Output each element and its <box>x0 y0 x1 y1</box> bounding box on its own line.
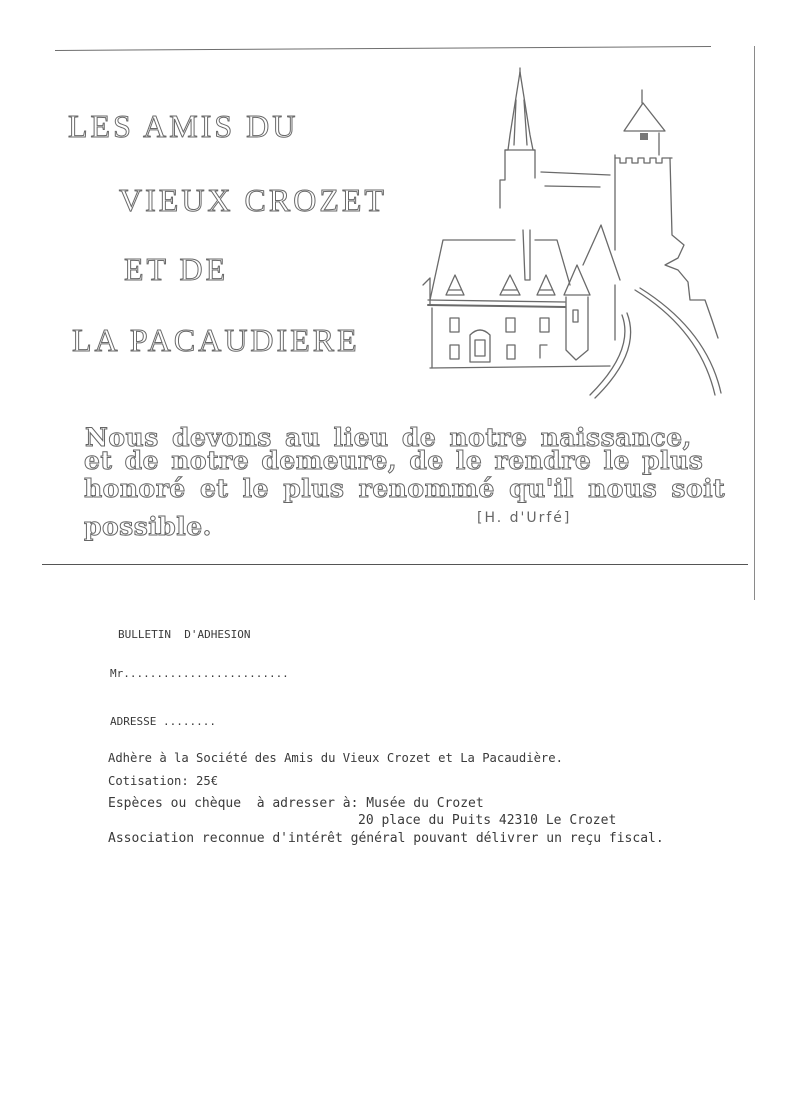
quote-line-3: honoré et le plus renommé qu'il nous soit <box>84 474 726 503</box>
top-rule <box>55 46 711 51</box>
membership-statement: Adhère à la Société des Amis du Vieux Crozet et La Pacaudière. <box>108 751 563 765</box>
section-divider <box>42 564 748 565</box>
form-heading: BULLETIN D'ADHESION <box>118 628 251 641</box>
fee-line: Cotisation: 25€ <box>108 774 219 788</box>
payment-line: Espèces ou chèque à adresser à: Musée du Crozet <box>108 796 484 811</box>
right-rule <box>754 46 755 600</box>
title-line-4: LA PACAUDIERE <box>72 322 360 358</box>
quote-author: [H. d'Urfé] <box>477 510 572 526</box>
name-field[interactable]: Mr......................... <box>110 667 289 680</box>
manor-house-icon <box>423 230 610 368</box>
church-spire-icon <box>500 68 535 208</box>
title-line-1: LES AMIS DU <box>68 108 299 144</box>
village-illustration <box>370 60 750 410</box>
title-line-3: ET DE <box>124 251 229 287</box>
title-line-2: VIEUX CROZET <box>119 182 387 218</box>
quote-line-2: et de notre demeure, de le rendre le plus <box>84 446 704 475</box>
postal-address-line: 20 place du Puits 42310 Le Crozet <box>358 813 617 828</box>
quote-line-4: possible. <box>84 512 212 541</box>
address-field[interactable]: ADRESSE ........ <box>110 715 216 728</box>
tower-icon <box>615 90 718 338</box>
tax-note: Association reconnue d'intérêt général pouvant délivrer un reçu fiscal. <box>108 831 664 846</box>
quote-line-1: Nous devons au lieu de notre naissance, <box>85 423 692 452</box>
